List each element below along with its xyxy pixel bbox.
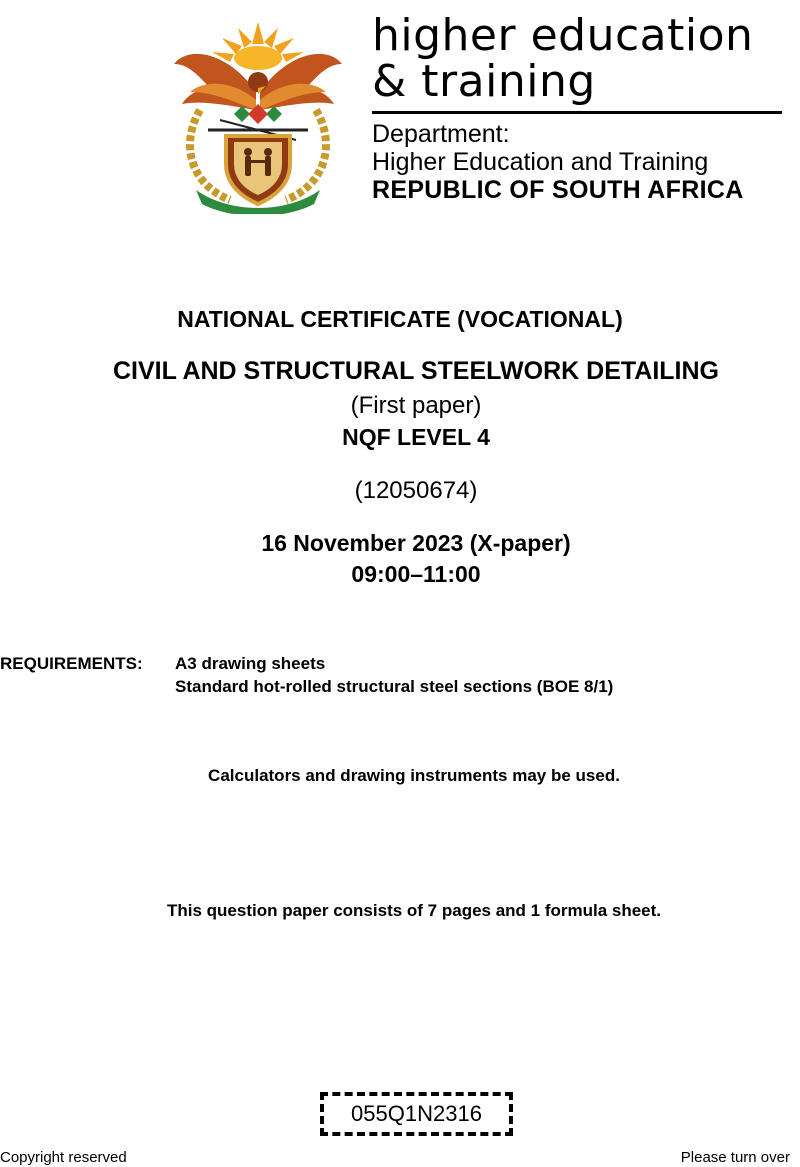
requirement-item: A3 drawing sheets xyxy=(175,654,326,673)
paper-number: (First paper) xyxy=(350,392,482,419)
footer-turn-over: Please turn over xyxy=(680,1149,790,1166)
brand-line-1: higher education xyxy=(372,10,754,61)
requirements-label: REQUIREMENTS: xyxy=(0,654,143,673)
department-label: Department: xyxy=(372,120,510,148)
brand-divider xyxy=(372,111,782,114)
subject-code: (12050674) xyxy=(354,477,478,504)
page-count-note: This question paper consists of 7 pages and 1 formula sheet. xyxy=(166,901,662,920)
exam-time: 09:00–11:00 xyxy=(351,561,481,587)
calculators-note: Calculators and drawing instruments may be used. xyxy=(208,766,620,785)
subject-title: CIVIL AND STRUCTURAL STEELWORK DETAILING xyxy=(112,357,720,385)
exam-date: 16 November 2023 (X-paper) xyxy=(261,530,571,556)
coat-of-arms-icon xyxy=(160,14,356,214)
nqf-level: NQF LEVEL 4 xyxy=(342,424,490,450)
requirement-item: Standard hot-rolled structural steel sections (BOE 8/1) xyxy=(175,677,614,696)
footer-copyright: Copyright reserved xyxy=(0,1149,127,1166)
paper-code-box: 055Q1N2316 xyxy=(320,1092,513,1136)
brand-line-2: & training xyxy=(372,56,596,107)
department-name: Higher Education and Training xyxy=(372,148,709,176)
certificate-title: NATIONAL CERTIFICATE (VOCATIONAL) xyxy=(177,306,623,332)
country-name: REPUBLIC OF SOUTH AFRICA xyxy=(372,176,744,204)
